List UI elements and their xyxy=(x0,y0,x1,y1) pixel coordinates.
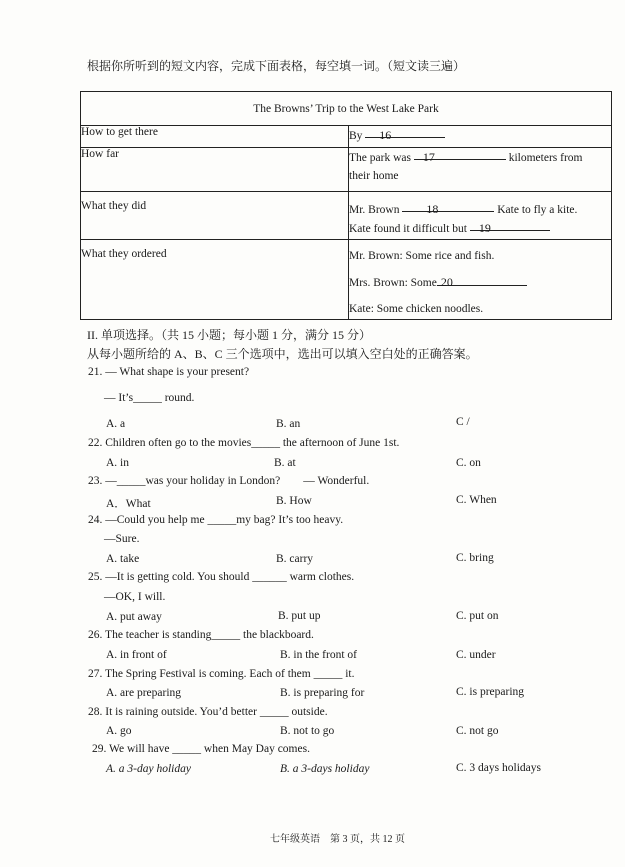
blank-number: 20 xyxy=(440,275,453,289)
blank-number: 18 xyxy=(426,202,439,216)
option-21-c[interactable]: C / xyxy=(456,416,470,428)
option-29-a[interactable]: A. a 3-day holiday xyxy=(106,763,191,775)
option-27-c[interactable]: C. is preparing xyxy=(456,686,525,698)
row-value-how-far xyxy=(349,148,612,192)
question-22: 22. Children often go to the movies_____ the afternoon of June 1st. xyxy=(88,437,400,449)
option-23-c[interactable]: C. When xyxy=(456,494,497,506)
trip-table xyxy=(80,91,612,320)
option-27-a[interactable]: A. are preparing xyxy=(106,687,182,699)
question-21-reply: — It’s_____ round. xyxy=(104,392,195,404)
text-park-was: The park was xyxy=(349,152,411,164)
text-kate-order: Kate: Some chicken noodles. xyxy=(349,303,484,315)
option-29-c[interactable]: C. 3 days holidays xyxy=(456,762,541,774)
option-24-a[interactable]: A. take xyxy=(106,553,140,565)
question-25-reply: —OK, I will. xyxy=(104,591,166,603)
text-kilometers: kilometers from xyxy=(508,152,583,164)
row-value-what-did xyxy=(349,192,612,240)
answer-blank-19[interactable] xyxy=(470,219,550,235)
option-26-b[interactable]: B. in the front of xyxy=(280,649,357,661)
option-22-c[interactable]: C. on xyxy=(456,457,481,469)
option-25-a[interactable]: A. put away xyxy=(106,611,162,623)
option-25-b[interactable]: B. put up xyxy=(278,610,321,622)
text-by: By xyxy=(349,130,363,142)
answer-blank-17[interactable] xyxy=(414,148,506,164)
text-mr-brown-order: Mr. Brown: Some rice and fish. xyxy=(349,250,495,262)
option-24-c[interactable]: C. bring xyxy=(456,552,494,564)
row-label-how-to-get: How to get there xyxy=(81,126,349,148)
question-26: 26. The teacher is standing_____ the blackboard. xyxy=(88,629,314,641)
option-26-c[interactable]: C. under xyxy=(456,649,496,661)
text-their-home: their home xyxy=(349,170,399,182)
blank-number: 19 xyxy=(478,221,491,235)
question-24: 24. —Could you help me _____my bag? It’s too heavy. xyxy=(88,514,344,526)
text-mrs-brown-some: Mrs. Brown: Some xyxy=(349,277,437,289)
text-kate-found: Kate found it difficult but xyxy=(349,223,467,235)
option-25-c[interactable]: C. put on xyxy=(456,610,499,622)
question-23: 23. —_____was your holiday in London? — Wonderful. xyxy=(88,475,370,487)
option-28-c[interactable]: C. not go xyxy=(456,725,499,737)
question-28: 28. It is raining outside. You’d better _____ outside. xyxy=(88,706,328,718)
question-21: 21. — What shape is your present? xyxy=(88,366,250,378)
answer-blank-18[interactable] xyxy=(402,200,494,216)
row-label-what-ordered: What they ordered xyxy=(81,240,349,320)
option-29-b[interactable]: B. a 3-days holiday xyxy=(280,763,370,775)
option-22-b[interactable]: B. at xyxy=(274,457,296,469)
question-24-reply: —Sure. xyxy=(104,533,140,545)
option-27-b[interactable]: B. is preparing for xyxy=(280,687,365,699)
option-21-a[interactable]: A. a xyxy=(106,418,126,430)
question-27: 27. The Spring Festival is coming. Each of them _____ it. xyxy=(88,668,355,680)
section-heading: II. 单项选择。（共 15 小题；每小题 1 分，满分 15 分） xyxy=(87,328,371,342)
question-29: 29. We will have _____ when May Day comes. xyxy=(92,743,310,755)
row-value-what-ordered xyxy=(349,240,612,320)
blank-number: 17 xyxy=(422,150,435,164)
option-21-b[interactable]: B. an xyxy=(276,418,301,430)
text-mrs-brown-order xyxy=(349,274,611,291)
page-footer: 七年级英语 第 3 页，共 12 页 xyxy=(270,834,405,845)
option-22-a[interactable]: A. in xyxy=(106,457,129,469)
row-label-how-far: How far xyxy=(81,148,349,192)
option-28-a[interactable]: A. go xyxy=(106,725,132,737)
text-fly-kite: Kate to fly a kite. xyxy=(497,204,578,216)
section-instruction: 从每小题所给的 A、B、C 三个选项中，选出可以填入空白处的正确答案。 xyxy=(87,347,478,361)
table-title: The Browns’ Trip to the West Lake Park xyxy=(81,92,612,126)
row-label-what-did: What they did xyxy=(81,192,349,240)
answer-blank-16[interactable] xyxy=(365,126,445,142)
option-23-a[interactable]: A．What xyxy=(106,498,151,510)
option-26-a[interactable]: A. in front of xyxy=(106,649,167,661)
answer-blank-20[interactable] xyxy=(437,274,527,289)
text-mr-brown: Mr. Brown xyxy=(349,204,400,216)
option-24-b[interactable]: B. carry xyxy=(276,553,314,565)
option-23-b[interactable]: B. How xyxy=(276,495,312,507)
blank-number: 16 xyxy=(379,128,392,142)
question-25: 25. —It is getting cold. You should ______ warm clothes. xyxy=(88,571,355,583)
listening-instruction: 根据你所听到的短文内容，完成下面表格，每空填一词。（短文读三遍） xyxy=(87,59,466,73)
row-value-how-to-get xyxy=(349,126,612,148)
option-28-b[interactable]: B. not to go xyxy=(280,725,335,737)
